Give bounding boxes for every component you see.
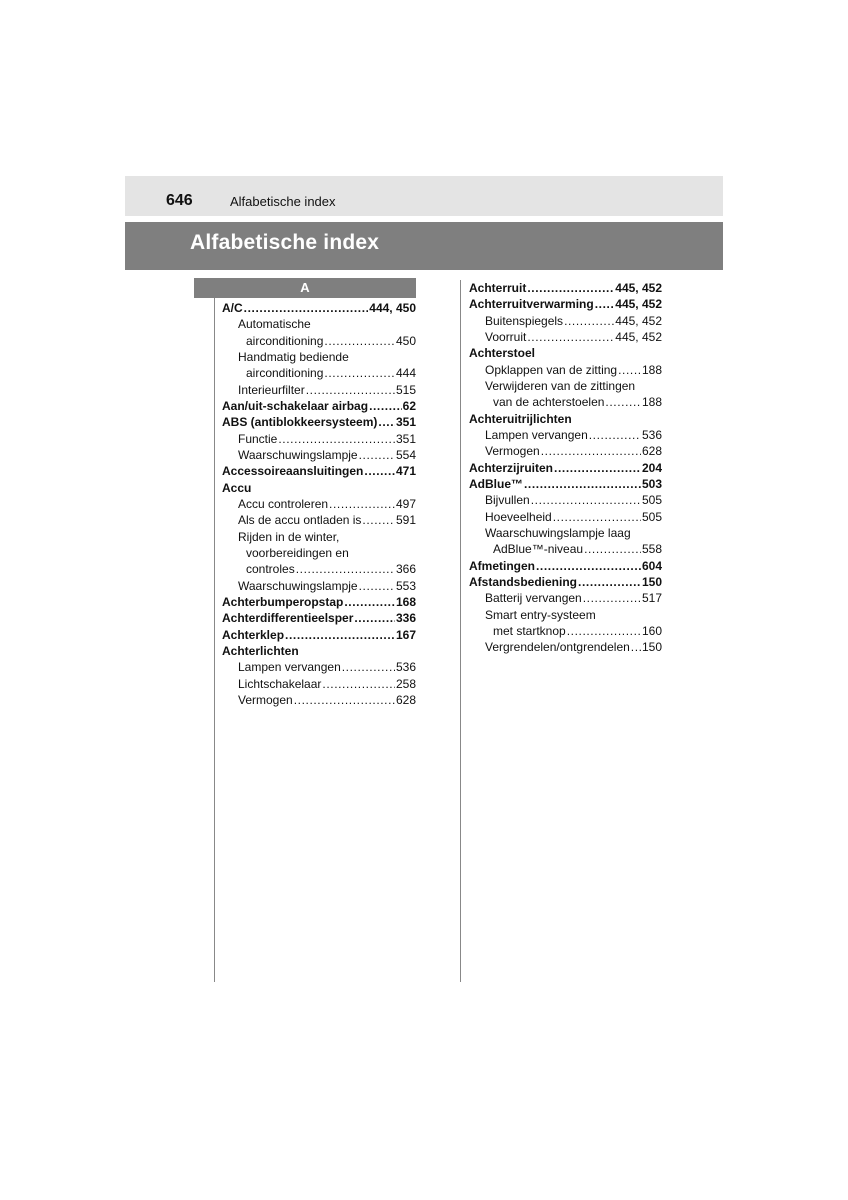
index-entry-term: Interieurfilter [238, 382, 305, 397]
dot-leader [563, 313, 614, 329]
index-entry [222, 545, 416, 561]
index-entry-page: 536 [395, 660, 416, 675]
index-entry-term: Accu [222, 480, 252, 495]
index-entry-page: 167 [395, 627, 416, 642]
index-entry-term: Voorruit [485, 329, 527, 344]
index-entry-term: Achterklep [222, 627, 285, 642]
index-entry [469, 639, 662, 655]
index-entry-page: 366 [395, 562, 416, 577]
dot-leader [358, 447, 395, 463]
index-entry [222, 561, 416, 577]
index-entry [469, 574, 662, 590]
index-entry-term: AdBlue™-niveau [493, 542, 584, 557]
index-entry [469, 541, 662, 557]
index-entry [469, 460, 662, 476]
index-entry [469, 525, 662, 541]
index-entry-term: voorbereidingen en [246, 545, 349, 560]
index-entry [469, 362, 662, 378]
index-entry [222, 676, 416, 692]
column-divider-right [460, 280, 461, 982]
dot-leader [343, 594, 395, 610]
index-entry-page: 168 [395, 594, 416, 609]
index-entry-term: Accu controleren [238, 496, 329, 511]
index-entry [469, 394, 662, 410]
index-entry [469, 590, 662, 606]
index-entry [222, 316, 416, 332]
index-entry [222, 480, 416, 496]
index-entry [469, 296, 662, 312]
index-entry-term: Achterlichten [222, 643, 299, 658]
index-column-right [469, 280, 662, 656]
dot-leader [526, 280, 614, 296]
index-entry-page: 445, 452 [615, 329, 662, 344]
index-entry-term: ABS (antiblokkeersysteem) [222, 415, 378, 430]
dot-leader [321, 676, 395, 692]
dot-leader [523, 476, 641, 492]
index-entry-page: 444, 450 [369, 301, 416, 315]
index-entry-term: Vergrendelen/ontgrendelen [485, 640, 630, 655]
index-entry-term: Vermogen [238, 692, 293, 707]
index-entry-term: van de achterstoelen [493, 395, 605, 410]
dot-leader [535, 558, 641, 574]
index-entry-term: Achterruitverwarming [469, 297, 594, 312]
dot-leader [583, 541, 641, 557]
dot-leader [540, 443, 641, 459]
index-entry [222, 333, 416, 349]
index-entry-page: 445, 452 [615, 297, 662, 312]
index-entry-page: 351 [395, 415, 416, 430]
dot-leader [630, 639, 641, 655]
index-entry-term: A/C [222, 301, 243, 315]
index-entry [222, 398, 416, 414]
header-bar [125, 176, 723, 216]
index-entry-page: 536 [641, 427, 662, 442]
index-entry [469, 558, 662, 574]
index-entry-term: Batterij vervangen [485, 591, 582, 606]
dot-leader [341, 659, 395, 675]
dot-leader [323, 365, 395, 381]
index-entry-page: 445, 452 [615, 281, 662, 295]
dot-leader [353, 610, 395, 626]
index-entry [222, 610, 416, 626]
dot-leader [323, 333, 395, 349]
index-entry-term: airconditioning [246, 366, 324, 381]
dot-leader [363, 463, 395, 479]
index-entry [222, 529, 416, 545]
index-entry [469, 411, 662, 427]
index-entry-page: 497 [395, 496, 416, 511]
index-entry [222, 365, 416, 381]
index-entry-term: Handmatig bediende [238, 349, 349, 364]
index-entry-page: 150 [641, 640, 662, 655]
index-entry-page: 628 [641, 444, 662, 459]
dot-leader [305, 382, 395, 398]
index-entry-page: 445, 452 [615, 313, 662, 328]
index-entry-term: Achterruit [469, 281, 527, 295]
index-entry-page: 62 [402, 398, 416, 413]
dot-leader [552, 509, 641, 525]
index-entry-page: 505 [641, 493, 662, 508]
index-entry-term: Afmetingen [469, 558, 535, 573]
index-entry [469, 345, 662, 361]
index-entry [469, 427, 662, 443]
index-entry-term: Achterzijruiten [469, 460, 554, 475]
index-entry-term: Bijvullen [485, 493, 530, 508]
index-entry-term: Als de accu ontladen is [238, 513, 362, 528]
index-entry-term: Automatische [238, 317, 311, 332]
index-entry-term: Lampen vervangen [485, 427, 588, 442]
index-entry [222, 349, 416, 365]
index-entry-page: 258 [395, 676, 416, 691]
index-entry-page: 188 [641, 362, 662, 377]
index-entry-page: 553 [395, 578, 416, 593]
dot-leader [553, 460, 641, 476]
index-entry [222, 578, 416, 594]
index-entry-term: Hoeveelheid [485, 509, 552, 524]
index-entry-term: AdBlue™ [469, 476, 523, 491]
index-entry [222, 594, 416, 610]
index-entry [469, 313, 662, 329]
index-entry [222, 382, 416, 398]
dot-leader [566, 623, 641, 639]
index-entry [469, 378, 662, 394]
index-entry-page: 204 [641, 460, 662, 475]
index-entry-term: Functie [238, 431, 278, 446]
index-entry-term: Aan/uit-schakelaar airbag [222, 398, 369, 413]
index-entry-term: airconditioning [246, 333, 324, 348]
section-letter: A [300, 280, 310, 295]
index-entry [222, 447, 416, 463]
dot-leader [295, 561, 395, 577]
index-entry [222, 431, 416, 447]
index-entry-term: Smart entry-systeem [485, 607, 596, 622]
dot-leader [588, 427, 641, 443]
index-entry-page: 450 [395, 333, 416, 348]
dot-leader [243, 300, 369, 316]
index-entry [222, 692, 416, 708]
index-entry-term: Lichtschakelaar [238, 676, 322, 691]
index-entry [222, 512, 416, 528]
index-entry-page: 604 [641, 558, 662, 573]
dot-leader [530, 492, 641, 508]
column-divider-left [214, 298, 215, 982]
index-entry-page: 628 [395, 692, 416, 707]
index-entry [469, 509, 662, 525]
dot-leader [277, 431, 395, 447]
index-entry-page: 517 [641, 591, 662, 606]
index-entry-term: Achterdifferentieelsper [222, 611, 354, 626]
dot-leader [358, 578, 395, 594]
dot-leader [617, 362, 641, 378]
index-entry-term: Rijden in de winter, [238, 529, 340, 544]
index-entry-page: 471 [395, 464, 416, 479]
index-entry-term: Achteruitrijlichten [469, 411, 572, 426]
index-entry [469, 623, 662, 639]
dot-leader [582, 590, 641, 606]
dot-leader [604, 394, 641, 410]
index-entry-page: 591 [395, 513, 416, 528]
index-entry-term: Accessoireaansluitingen [222, 464, 364, 479]
index-entry-term: Opklappen van de zitting [485, 362, 618, 377]
index-entry-term: Verwijderen van de zittingen [485, 378, 636, 393]
dot-leader [328, 496, 395, 512]
index-entry-term: met startknop [493, 623, 566, 638]
index-entry-page: 558 [641, 542, 662, 557]
dot-leader [377, 414, 395, 430]
index-entry [222, 300, 416, 316]
page-title: Alfabetische index [190, 231, 380, 254]
index-entry-term: Achterbumperopstap [222, 594, 344, 609]
index-entry-page: 503 [641, 476, 662, 491]
index-entry [222, 496, 416, 512]
index-entry-term: Afstandsbediening [469, 574, 578, 589]
index-entry [222, 627, 416, 643]
index-entry [469, 492, 662, 508]
index-entry [469, 607, 662, 623]
dot-leader [577, 574, 641, 590]
index-entry [222, 463, 416, 479]
index-entry-page: 351 [395, 431, 416, 446]
index-entry-page: 150 [641, 574, 662, 589]
index-entry-page: 188 [641, 395, 662, 410]
index-entry-page: 160 [641, 623, 662, 638]
running-title: Alfabetische index [230, 194, 336, 209]
index-entry-term: controles [246, 562, 295, 577]
index-entry-term: Achterstoel [469, 346, 536, 361]
index-entry [469, 280, 662, 296]
dot-leader [526, 329, 614, 345]
index-entry-term: Waarschuwingslampje laag [485, 525, 631, 540]
dot-leader [284, 627, 395, 643]
index-entry [469, 476, 662, 492]
dot-leader [594, 296, 615, 312]
page-number: 646 [166, 192, 193, 209]
dot-leader [293, 692, 395, 708]
index-column-left [222, 300, 416, 708]
index-entry [222, 643, 416, 659]
index-entry-term: Waarschuwingslampje [238, 578, 358, 593]
index-entry-page: 505 [641, 509, 662, 524]
index-entry-page: 515 [395, 382, 416, 397]
index-entry-term: Waarschuwingslampje [238, 447, 358, 462]
index-entry-term: Vermogen [485, 444, 540, 459]
index-entry-term: Lampen vervangen [238, 660, 341, 675]
index-entry-page: 554 [395, 447, 416, 462]
index-entry-term: Buitenspiegels [485, 313, 564, 328]
index-entry-page: 444 [395, 366, 416, 381]
dot-leader [368, 398, 402, 414]
index-entry [469, 443, 662, 459]
dot-leader [361, 512, 395, 528]
index-entry [222, 414, 416, 430]
index-entry-page: 336 [395, 611, 416, 626]
index-entry [469, 329, 662, 345]
index-entry [222, 659, 416, 675]
